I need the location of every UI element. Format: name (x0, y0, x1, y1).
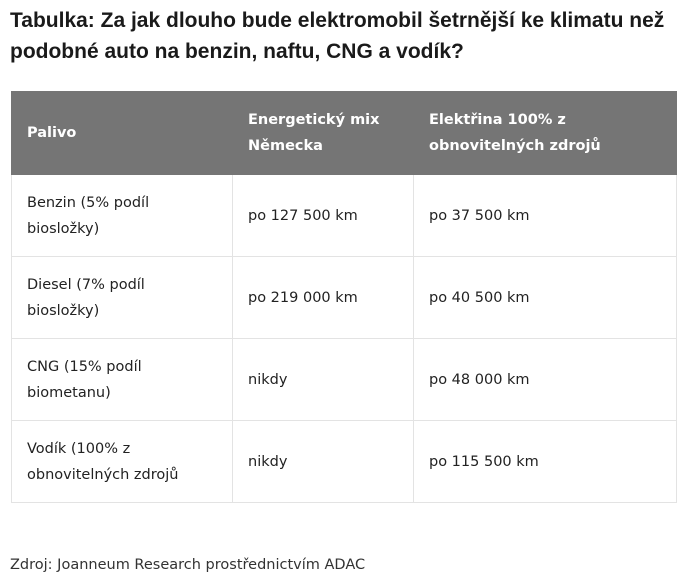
cell-fuel: CNG (15% podíl biometanu) (12, 339, 233, 421)
page-title: Tabulka: Za jak dlouho bude elektromobil šetrnější ke klimatu než podobné auto na benzin, naftu, CNG a vodík? (10, 9, 665, 63)
cell-fuel: Diesel (7% podíl biosložky) (12, 257, 233, 339)
column-header-renewable: Elektřina 100% z obnovitelných zdrojů (414, 92, 677, 175)
table-header-row (12, 92, 677, 175)
table-row (12, 421, 677, 503)
cell-german-mix: po 219 000 km (233, 257, 414, 339)
cell-german-mix: po 127 500 km (233, 175, 414, 257)
cell-german-mix: nikdy (233, 339, 414, 421)
table-row (12, 339, 677, 421)
data-table (11, 91, 677, 503)
cell-renewable: po 48 000 km (414, 339, 677, 421)
cell-renewable: po 37 500 km (414, 175, 677, 257)
source-note: Zdroj: Joanneum Research prostřednictvím ADAC (10, 557, 366, 573)
column-header-german-mix: Energetický mix Německa (233, 92, 414, 175)
cell-fuel: Vodík (100% z obnovitelných zdrojů (12, 421, 233, 503)
table-row (12, 257, 677, 339)
column-header-fuel: Palivo (12, 92, 233, 175)
cell-renewable: po 40 500 km (414, 257, 677, 339)
table-row (12, 175, 677, 257)
cell-renewable: po 115 500 km (414, 421, 677, 503)
cell-fuel: Benzin (5% podíl biosložky) (12, 175, 233, 257)
cell-german-mix: nikdy (233, 421, 414, 503)
